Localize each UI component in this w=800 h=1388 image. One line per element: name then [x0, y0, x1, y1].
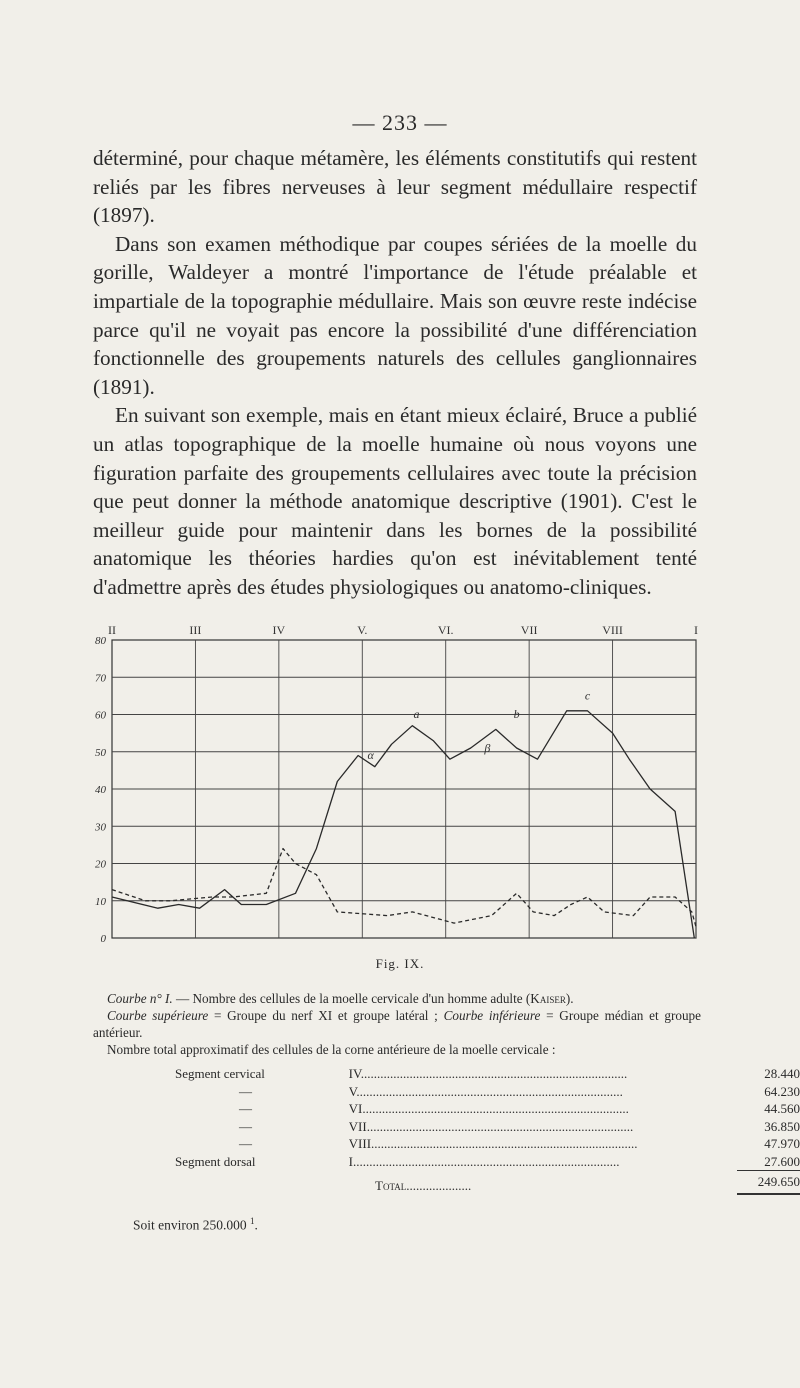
segment-number-text: VI	[348, 1101, 363, 1116]
body-text	[93, 144, 697, 602]
segment-label: —	[239, 1083, 252, 1099]
table-row	[175, 1118, 800, 1136]
segment-number-text: V	[348, 1083, 357, 1099]
curve-annotation: α	[367, 748, 374, 763]
legend-text: = Groupe médian et groupe antérieur.	[93, 1008, 701, 1040]
x-tick-label: VI.	[437, 623, 454, 637]
total-label: Total....................	[375, 1177, 472, 1193]
table-row	[175, 1083, 800, 1101]
segment-label: —	[239, 1136, 252, 1151]
total-value: 249.650	[737, 1171, 800, 1195]
curve-annotation: b	[513, 707, 520, 722]
paragraph: déterminé, pour chaque métamère, les éléments constitutifs qui restent reliés par les fibres nerveuses à leur segment médullaire respectif (1897).	[93, 146, 697, 228]
legend-author: Kaiser	[530, 991, 566, 1006]
segment-number: VII..................................................................................	[348, 1118, 634, 1134]
segment-number: V..................................................................................	[348, 1083, 623, 1099]
lower-curve-line	[112, 849, 696, 927]
total-label-text: Total	[375, 1177, 407, 1193]
curve-annotation: β	[484, 740, 491, 755]
legend-text: = Groupe du nerf XI et groupe latéral ;	[208, 1008, 444, 1023]
y-tick-label: 60	[95, 709, 106, 722]
segment-label: Segment dorsal	[175, 1153, 256, 1169]
x-tick-label: IV	[272, 623, 286, 637]
cell-count-value: 47.970	[764, 1136, 800, 1151]
curve-annotation: a	[413, 707, 420, 722]
cell-count-table	[175, 1065, 800, 1195]
y-tick-label: 40	[95, 784, 106, 796]
y-tick-label: 10	[95, 895, 106, 908]
legend-text: ).	[565, 991, 574, 1006]
segment-number-text: VIII	[348, 1136, 372, 1151]
total-row	[175, 1171, 800, 1195]
cell-count-value: 36.850	[764, 1118, 800, 1134]
x-tick-label: V.	[357, 623, 368, 637]
segment-number: VI..................................................................................	[348, 1101, 629, 1116]
cell-count-value: 64.230	[764, 1083, 800, 1099]
y-tick-label: 70	[95, 672, 106, 685]
footnote-marker: 1	[250, 1216, 255, 1226]
footer-end: .	[254, 1217, 258, 1233]
cell-count-value: 44.560	[764, 1101, 800, 1116]
table-row	[175, 1153, 800, 1171]
segment-label: Segment cervical	[175, 1066, 265, 1081]
legend-curve-label: Courbe n° I.	[107, 991, 173, 1006]
curve-annotation: c	[584, 688, 591, 703]
table-row	[175, 1100, 800, 1118]
page-number: — 233 —	[352, 110, 448, 135]
y-tick-label: 50	[95, 746, 106, 759]
y-tick-label: 80	[95, 635, 106, 647]
legend-text: — Nombre des cellules de la moelle cervicale d'un homme adulte (	[172, 991, 531, 1006]
y-tick-label: 20	[95, 858, 106, 871]
x-tick-label: I	[694, 623, 698, 637]
paragraph: En suivant son exemple, mais en étant mieux éclairé, Bruce a publié un atlas topographique de la moelle humaine où nous voyons une figuration parfaite des groupements cellulaires avec toute la précision que peut donner la méthode anatomique descriptive (1901). C'est le meilleur guide pour maintenir dans les bornes de la possibilité anatomique les théories hardies qu'on est inévitablement tenté d'admettre après des études physiologiques ou anatomo-cliniques.	[93, 403, 697, 599]
legend-lower-curve-label: Courbe inférieure	[443, 1008, 541, 1023]
footer-note	[133, 1216, 258, 1234]
legend-upper-curve-label: Courbe supérieure	[107, 1008, 209, 1023]
x-tick-label: VIII	[602, 623, 623, 637]
segment-number: IV..................................................................................	[348, 1066, 628, 1081]
x-tick-label: VII	[520, 623, 538, 637]
paragraph: Dans son examen méthodique par coupes sériées de la moelle du gorille, Waldeyer a montré l'importance de l'étude préalable et impartiale de la topographie médullaire. Mais son œuvre reste indécise parce qu'il ne voyait pas encore la possibilité d'une différenciation fonctionnelle des groupements naturels des cellules ganglionnaires (1891).	[93, 231, 697, 399]
figure-caption: Fig. IX.	[375, 956, 425, 971]
legend-totals-intro: Nombre total approximatif des cellules de la corne antérieure de la moelle cervicale :	[107, 1042, 556, 1057]
segment-number-text: VII	[348, 1118, 367, 1134]
segment-label: —	[239, 1118, 252, 1134]
x-tick-label: III	[189, 623, 202, 637]
table-row	[175, 1065, 800, 1083]
segment-number: I..................................................................................	[348, 1153, 620, 1169]
cell-count-value: 28.440	[764, 1066, 800, 1081]
y-tick-label: 0	[100, 933, 106, 942]
y-tick-label: 30	[95, 821, 106, 834]
segment-number-text: I	[348, 1153, 353, 1169]
footer-text: Soit environ 250.000	[133, 1217, 247, 1233]
x-tick-label: II	[108, 623, 116, 637]
cell-count-value: 27.600	[764, 1153, 800, 1169]
figure-legend	[93, 990, 701, 1058]
segment-number: VIII..................................................................................	[348, 1136, 638, 1151]
segment-label: —	[239, 1101, 252, 1116]
upper-curve-line	[112, 711, 694, 938]
segment-number-text: IV	[348, 1066, 361, 1081]
cell-count-chart	[72, 612, 712, 942]
table-row	[175, 1135, 800, 1153]
